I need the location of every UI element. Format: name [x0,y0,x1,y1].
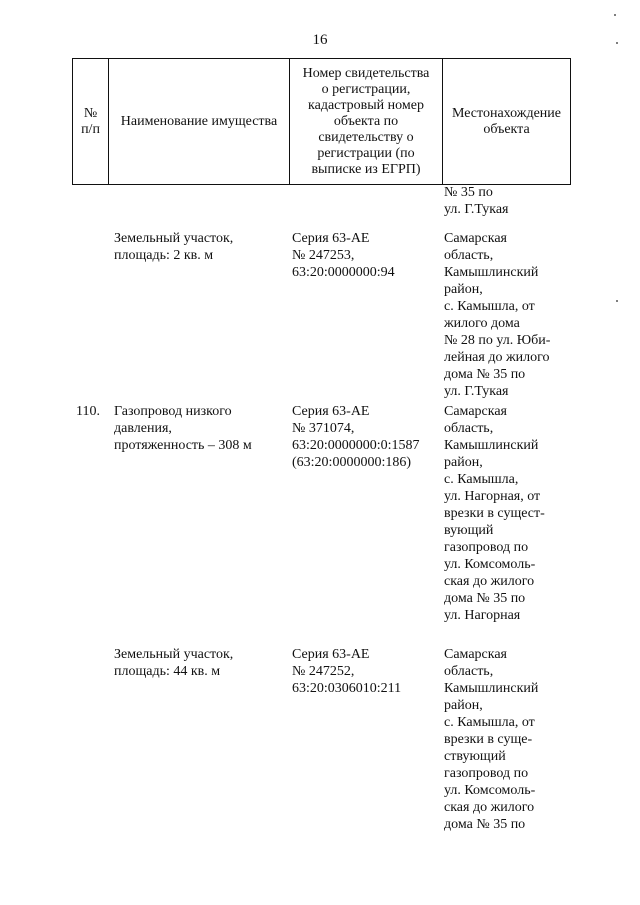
text-line: № 28 по ул. Юби- [444,333,551,348]
text-line: Земельный участок, [114,647,234,662]
text-line: район, [444,455,483,470]
text-line: Серия 63-АЕ [292,647,370,662]
text-line: с. Камышла, [444,472,519,487]
header-line: о регистрации, [321,81,411,97]
text-line: № 35 по [444,185,493,200]
scan-speck [614,14,616,16]
header-number [73,59,109,185]
text-line: Самарская [444,647,507,662]
text-line: Самарская [444,404,507,419]
row-2-location [444,403,545,624]
row-3-location [444,646,538,833]
header-line: свидетельству о [318,129,414,145]
row-0-location [444,184,508,218]
text-line: ствующий [444,749,506,764]
text-line: область, [444,664,494,679]
header-line: объекта [483,121,530,137]
row-1-name [114,230,233,264]
text-line: Камышлинский [444,681,539,696]
text-line: Самарская [444,231,507,246]
text-line: область, [444,248,494,263]
text-line: Камышлинский [444,438,539,453]
row-2-certificate [292,403,420,471]
text-line: Земельный участок, [114,231,234,246]
text-line: ская до жилого [444,574,535,589]
text-line: площадь: 2 кв. м [114,248,214,263]
text-line: ул. Комсомоль- [444,783,536,798]
row-2-name [114,403,252,454]
row-3-name [114,646,233,680]
header-certificate [290,59,443,185]
text-line: вующий [444,523,494,538]
text-line: протяженность – 308 м [114,438,252,453]
row-2-number: 110. [76,404,100,419]
row-3-certificate [292,646,401,697]
text-line: газопровод по [444,540,529,555]
table-header [72,58,571,185]
header-line: регистрации (по [317,145,415,161]
header-line: Номер свидетельства [302,65,430,81]
text-line: врезки в сущест- [444,506,545,521]
text-line: ул. Г.Тукая [444,202,509,217]
text-line: с. Камышла, от [444,299,535,314]
row-1-certificate [292,230,395,281]
header-line: п/п [81,121,100,137]
page-number: 16 [312,32,328,48]
header-line: кадастровый номер [308,97,424,113]
text-line: ул. Нагорная, от [444,489,541,504]
text-line: ул. Комсомоль- [444,557,536,572]
header-line: Местонахождение [451,105,561,121]
text-line: 63:20:0000000:0:1587 [292,438,420,453]
text-line: дома № 35 по [444,591,526,606]
scan-speck [616,300,618,302]
text-line: врезки в суще- [444,732,533,747]
scan-speck [616,42,618,44]
header-location [443,59,571,185]
text-line: 63:20:0306010:211 [292,681,402,696]
header-name [109,59,290,185]
text-line: Камышлинский [444,265,539,280]
text-line: № 247253, [292,248,355,263]
text-line: Серия 63-АЕ [292,404,370,419]
text-line: ская до жилого [444,800,535,815]
text-line: лейная до жилого [444,350,550,365]
header-line: Наименование имущества [120,113,278,129]
text-line: давления, [114,421,172,436]
text-line: (63:20:0000000:186) [292,455,411,470]
text-line: область, [444,421,494,436]
header-line: выписке из ЕГРП) [311,161,421,177]
text-line: Серия 63-АЕ [292,231,370,246]
text-line: с. Камышла, от [444,715,535,730]
text-line: № 247252, [292,664,355,679]
text-line: дома № 35 по [444,817,526,832]
header-line: № [83,105,98,121]
text-line: № 371074, [292,421,355,436]
header-line: объекта по [333,113,399,129]
text-line: ул. Нагорная [444,608,521,623]
text-line: дома № 35 по [444,367,526,382]
text-line: район, [444,282,483,297]
text-line: площадь: 44 кв. м [114,664,221,679]
text-line: Газопровод низкого [114,404,232,419]
row-1-location [444,230,550,400]
text-line: 63:20:0000000:94 [292,265,395,280]
text-line: газопровод по [444,766,529,781]
text-line: район, [444,698,483,713]
text-line: жилого дома [444,316,520,331]
text-line: ул. Г.Тукая [444,384,509,399]
